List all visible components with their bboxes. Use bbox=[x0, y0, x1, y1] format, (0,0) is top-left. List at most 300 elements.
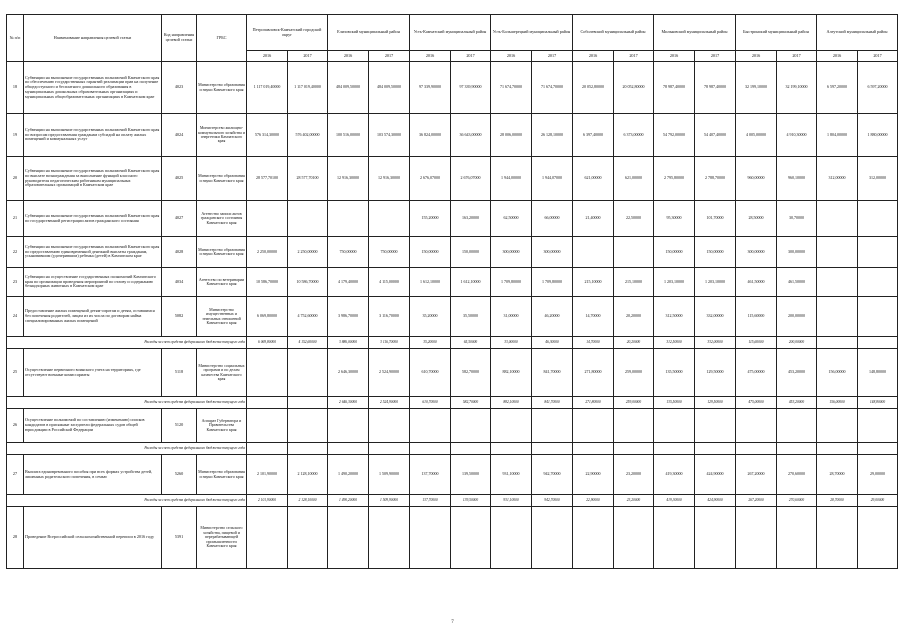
table-row bbox=[7, 349, 898, 397]
value-cell: 6 373,00000 bbox=[614, 114, 654, 157]
table-row bbox=[7, 157, 898, 201]
value-cell: 4 910,30000 bbox=[777, 114, 817, 157]
row-name: Субвенции на выполнение государственных полномочий Камчатского края по вопросам предоставления гражданам субсидий на оплату жилых помещений и коммунальных услуг bbox=[24, 114, 162, 157]
value-cell: 1 612,10000 bbox=[451, 268, 491, 297]
value-cell bbox=[817, 337, 858, 349]
value-cell: 12 916,30000 bbox=[369, 157, 410, 201]
table-row bbox=[7, 297, 898, 337]
row-grbs: Аппарат Губернатора и Правительства Камчатского края bbox=[197, 409, 247, 443]
header-year: 2017 bbox=[369, 51, 410, 62]
value-cell: 71 674,70000 bbox=[532, 62, 573, 114]
value-cell bbox=[817, 297, 858, 337]
value-cell: 484 009,50000 bbox=[328, 62, 369, 114]
value-cell: 28,50000 bbox=[736, 201, 777, 237]
header-year: 2017 bbox=[532, 51, 573, 62]
value-cell: 46,20000 bbox=[532, 297, 573, 337]
value-cell bbox=[736, 443, 777, 455]
value-cell bbox=[410, 409, 451, 443]
value-cell: 267,20000 bbox=[736, 455, 777, 495]
value-cell: 29,00000 bbox=[858, 455, 898, 495]
row-code: 4025 bbox=[162, 157, 197, 201]
value-cell: 1 117 019,40000 bbox=[288, 62, 328, 114]
value-cell bbox=[451, 443, 491, 455]
value-cell: 20,20000 bbox=[614, 297, 654, 337]
header-year: 2016 bbox=[410, 51, 451, 62]
header-district: Быстринский муниципальный район bbox=[736, 15, 817, 51]
header-district: Соболевский муниципальный район bbox=[573, 15, 654, 51]
value-cell: 300,00000 bbox=[736, 237, 777, 268]
row-grbs: Министерство образования и науки Камчатского края bbox=[197, 157, 247, 201]
value-cell: 3 116,70000 bbox=[369, 337, 410, 349]
value-cell bbox=[288, 507, 328, 569]
row-name: Субвенции на осуществление государственных полномочий Камчатского края по организации проведения мероприятий по отлову и содержанию безнадзорных животных в Камчатском крае bbox=[24, 268, 162, 297]
value-cell: 36 643,00000 bbox=[451, 114, 491, 157]
value-cell: 2 250,00000 bbox=[288, 237, 328, 268]
value-cell: 26 128,10000 bbox=[532, 114, 573, 157]
value-cell: 6 069,80000 bbox=[247, 297, 288, 337]
value-cell: 28 006,00000 bbox=[491, 114, 532, 157]
header-grbs: ГРБС bbox=[197, 15, 247, 62]
value-cell bbox=[614, 443, 654, 455]
value-cell: 1 804,00000 bbox=[817, 114, 858, 157]
row-grbs: Агентство по ветеринарии Камчатского края bbox=[197, 268, 247, 297]
value-cell: 424,90000 bbox=[695, 495, 736, 507]
value-cell: 6 397,40000 bbox=[573, 114, 614, 157]
value-cell: 1 709,80000 bbox=[532, 268, 573, 297]
value-cell: 3 886,00000 bbox=[328, 337, 369, 349]
row-number: 28 bbox=[7, 507, 24, 569]
value-cell bbox=[858, 409, 898, 443]
value-cell: 23,20000 bbox=[614, 495, 654, 507]
header-name: Наименование направления целевой статьи bbox=[24, 15, 162, 62]
row-name: Субвенции на выполнение государственных полномочий Камчатского края по выплате вознаграждения за выполнение функций классного руководителя педагогическим работникам муниципальных образовательных организаций в Камчатском крае bbox=[24, 157, 162, 201]
value-cell: 148,80000 bbox=[858, 349, 898, 397]
value-cell: 2 795,80000 bbox=[654, 157, 695, 201]
value-cell: 14,70000 bbox=[573, 337, 614, 349]
value-cell: 4 179,40000 bbox=[328, 268, 369, 297]
row-name: Субвенции на выполнение государственных полномочий Камчатского края по государственной регистрации актов гражданского состояния bbox=[24, 201, 162, 237]
value-cell: 28 577,70100 bbox=[247, 157, 288, 201]
value-cell: 882,10000 bbox=[491, 397, 532, 409]
value-cell bbox=[247, 349, 288, 397]
table-row bbox=[7, 409, 898, 443]
value-cell: 28 577,70100 bbox=[288, 157, 328, 201]
value-cell: 22,90000 bbox=[573, 495, 614, 507]
value-cell bbox=[491, 507, 532, 569]
value-cell: 20,20000 bbox=[614, 337, 654, 349]
value-cell: 30,70000 bbox=[777, 201, 817, 237]
value-cell: 156,00000 bbox=[817, 397, 858, 409]
header-district: Алеутский муниципальный район bbox=[817, 15, 898, 51]
subrow-label: Расходы за счет средств федерального бюджета текущего года bbox=[7, 337, 247, 349]
value-cell bbox=[858, 443, 898, 455]
value-cell: 28,70000 bbox=[817, 455, 858, 495]
value-cell: 97 339,90000 bbox=[410, 62, 451, 114]
row-number: 23 bbox=[7, 268, 24, 297]
value-cell: 1 203,10000 bbox=[654, 268, 695, 297]
value-cell: 1 944,07000 bbox=[532, 157, 573, 201]
value-cell: 610,70000 bbox=[410, 349, 451, 397]
value-cell: 475,00000 bbox=[736, 397, 777, 409]
value-cell bbox=[491, 443, 532, 455]
value-cell: 20 052,80000 bbox=[573, 62, 614, 114]
value-cell: 10 586,70000 bbox=[288, 268, 328, 297]
value-cell: 484 009,50000 bbox=[369, 62, 410, 114]
value-cell: 36 824,00000 bbox=[410, 114, 451, 157]
value-cell: 2 676,07000 bbox=[451, 157, 491, 201]
value-cell bbox=[695, 443, 736, 455]
value-cell bbox=[369, 507, 410, 569]
value-cell: 28,70000 bbox=[817, 495, 858, 507]
value-cell bbox=[491, 409, 532, 443]
value-cell bbox=[573, 237, 614, 268]
value-cell bbox=[614, 507, 654, 569]
value-cell: 163,20000 bbox=[451, 201, 491, 237]
value-cell bbox=[288, 201, 328, 237]
header-year: 2017 bbox=[288, 51, 328, 62]
row-number: 22 bbox=[7, 237, 24, 268]
row-code: 5118 bbox=[162, 349, 197, 397]
header-year: 2016 bbox=[328, 51, 369, 62]
value-cell: 841,70000 bbox=[532, 397, 573, 409]
row-code: 5120 bbox=[162, 409, 197, 443]
value-cell: 576 402,00000 bbox=[288, 114, 328, 157]
value-cell: 14,70000 bbox=[573, 297, 614, 337]
value-cell bbox=[858, 237, 898, 268]
header-year: 2017 bbox=[451, 51, 491, 62]
value-cell: 115,60000 bbox=[736, 337, 777, 349]
value-cell: 78 987,40000 bbox=[654, 62, 695, 114]
value-cell: 312,50000 bbox=[654, 297, 695, 337]
value-cell bbox=[328, 409, 369, 443]
value-cell: 621,00000 bbox=[573, 157, 614, 201]
value-cell: 2 101,90000 bbox=[247, 495, 288, 507]
header-year: 2017 bbox=[695, 51, 736, 62]
subrow-label: Расходы за счет средств федерального бюджета текущего года bbox=[7, 443, 247, 455]
table-row bbox=[7, 268, 898, 297]
page-number: 7 bbox=[451, 620, 454, 625]
value-cell bbox=[288, 409, 328, 443]
value-cell bbox=[614, 237, 654, 268]
value-cell: 942,70000 bbox=[532, 455, 573, 495]
value-cell bbox=[247, 507, 288, 569]
value-cell: 453,20000 bbox=[777, 397, 817, 409]
value-cell: 312,50000 bbox=[654, 337, 695, 349]
row-code: 5260 bbox=[162, 455, 197, 495]
value-cell: 2 250,00000 bbox=[247, 237, 288, 268]
value-cell bbox=[858, 337, 898, 349]
value-cell bbox=[695, 409, 736, 443]
value-cell bbox=[328, 507, 369, 569]
value-cell bbox=[858, 297, 898, 337]
value-cell: 215,10000 bbox=[573, 268, 614, 297]
value-cell bbox=[817, 409, 858, 443]
value-cell: 78 987,40000 bbox=[695, 62, 736, 114]
row-grbs: Министерство социальных программ и по делам казачества Камчатского края bbox=[197, 349, 247, 397]
value-cell: 2 101,90000 bbox=[247, 455, 288, 495]
value-cell: 259,00000 bbox=[614, 397, 654, 409]
value-cell: 4 005,00000 bbox=[736, 114, 777, 157]
value-cell: 1 880,00000 bbox=[858, 114, 898, 157]
header-year: 2017 bbox=[858, 51, 898, 62]
value-cell: 20 052,80000 bbox=[614, 62, 654, 114]
value-cell: 35,20000 bbox=[410, 297, 451, 337]
value-cell: 95,30000 bbox=[654, 201, 695, 237]
value-cell: 6 597,20000 bbox=[817, 62, 858, 114]
row-name: Осуществление полномочий по составлению (изменению) списков кандидатов в присяжные заседатели федеральных судов общей юрисдикции в Российской Федерации bbox=[24, 409, 162, 443]
value-cell: 2 524,90000 bbox=[369, 349, 410, 397]
row-code: 5082 bbox=[162, 297, 197, 337]
header-year: 2016 bbox=[736, 51, 777, 62]
table-row bbox=[7, 62, 898, 114]
row-name: Проведение Всероссийской сельскохозяйственной переписи в 2016 году bbox=[24, 507, 162, 569]
row-grbs: Министерство сельского хозяйства, пищевой и перерабатывающей промышленности Камчатского края bbox=[197, 507, 247, 569]
value-cell: 10 586,70000 bbox=[247, 268, 288, 297]
value-cell: 621,00000 bbox=[614, 157, 654, 201]
value-cell: 2 646,30000 bbox=[328, 397, 369, 409]
value-cell: 54 407,40000 bbox=[695, 114, 736, 157]
value-cell: 35,20000 bbox=[410, 337, 451, 349]
value-cell: 137,70000 bbox=[410, 455, 451, 495]
header-district: Елизовский муниципальный район bbox=[328, 15, 410, 51]
value-cell: 312,00000 bbox=[817, 157, 858, 201]
header-year: 2017 bbox=[614, 51, 654, 62]
row-grbs: Министерство имущественных и земельных отношений Камчатского края bbox=[197, 297, 247, 337]
value-cell: 3 986,70000 bbox=[328, 297, 369, 337]
row-code: 4023 bbox=[162, 62, 197, 114]
value-cell: 54 792,00000 bbox=[654, 114, 695, 157]
value-cell: 270,60000 bbox=[777, 455, 817, 495]
value-cell: 453,20000 bbox=[777, 349, 817, 397]
value-cell bbox=[777, 443, 817, 455]
value-cell: 750,00000 bbox=[369, 237, 410, 268]
value-cell bbox=[410, 443, 451, 455]
value-cell bbox=[817, 201, 858, 237]
value-cell bbox=[654, 507, 695, 569]
value-cell: 931,10000 bbox=[491, 455, 532, 495]
value-cell: 332,00000 bbox=[695, 297, 736, 337]
table-row bbox=[7, 237, 898, 268]
value-cell: 115,60000 bbox=[736, 297, 777, 337]
budget-table bbox=[6, 14, 898, 569]
value-cell: 1 944,00000 bbox=[491, 157, 532, 201]
row-grbs: Агентство записи актов гражданского состояния Камчатского края bbox=[197, 201, 247, 237]
value-cell: 100 516,00000 bbox=[328, 114, 369, 157]
value-cell: 1 490,20000 bbox=[328, 495, 369, 507]
value-cell: 300,00000 bbox=[491, 237, 532, 268]
value-cell: 882,10000 bbox=[491, 349, 532, 397]
value-cell: 135,50000 bbox=[654, 349, 695, 397]
value-cell: 22,90000 bbox=[573, 455, 614, 495]
value-cell bbox=[451, 409, 491, 443]
value-cell: 461,50000 bbox=[777, 268, 817, 297]
value-cell: 148,80000 bbox=[858, 397, 898, 409]
value-cell: 300,00000 bbox=[777, 237, 817, 268]
value-cell bbox=[695, 507, 736, 569]
row-code: 4028 bbox=[162, 237, 197, 268]
table-subrow bbox=[7, 495, 898, 507]
value-cell bbox=[654, 443, 695, 455]
value-cell: 271,80000 bbox=[573, 397, 614, 409]
value-cell: 150,00000 bbox=[695, 237, 736, 268]
table-row bbox=[7, 455, 898, 495]
table-body bbox=[7, 62, 898, 569]
value-cell bbox=[858, 201, 898, 237]
header-year: 2016 bbox=[573, 51, 614, 62]
row-name: Осуществление первичного воинского учета на территориях, где отсутствуют военные комиссариаты bbox=[24, 349, 162, 397]
value-cell: 155,20000 bbox=[410, 201, 451, 237]
value-cell: 419,30000 bbox=[654, 455, 695, 495]
value-cell: 31,00000 bbox=[491, 297, 532, 337]
header-year: 2016 bbox=[247, 51, 288, 62]
value-cell: 32 199,10000 bbox=[777, 62, 817, 114]
value-cell: 156,00000 bbox=[817, 349, 858, 397]
row-number: 26 bbox=[7, 409, 24, 443]
table-row bbox=[7, 201, 898, 237]
value-cell: 2 128,10000 bbox=[288, 495, 328, 507]
row-name: Предоставление жилых помещений детям-сиротам и детям, оставшимся без попечения родителей, лицам из их числа по договорам найма специализированных жилых помещений bbox=[24, 297, 162, 337]
value-cell bbox=[654, 409, 695, 443]
row-grbs: Министерство жилищно-коммунального хозяйства и энергетики Камчатского края bbox=[197, 114, 247, 157]
value-cell: 29,00000 bbox=[858, 495, 898, 507]
row-code: 4034 bbox=[162, 268, 197, 297]
value-cell: 942,70000 bbox=[532, 495, 573, 507]
value-cell bbox=[614, 409, 654, 443]
value-cell: 21,40000 bbox=[573, 201, 614, 237]
value-cell: 582,70000 bbox=[451, 349, 491, 397]
value-cell bbox=[328, 201, 369, 237]
value-cell: 150,00000 bbox=[654, 237, 695, 268]
value-cell bbox=[532, 507, 573, 569]
header-district: Мильковский муниципальный район bbox=[654, 15, 736, 51]
row-name: Выплата единовременного пособия при всех формах устройства детей, лишенных родительского попечения, в семью bbox=[24, 455, 162, 495]
row-code: 4027 bbox=[162, 201, 197, 237]
table-row bbox=[7, 114, 898, 157]
value-cell bbox=[451, 507, 491, 569]
table-subrow bbox=[7, 337, 898, 349]
subrow-label: Расходы за счет средств федерального бюджета текущего года bbox=[7, 495, 247, 507]
value-cell: 610,70000 bbox=[410, 397, 451, 409]
value-cell: 1 203,10000 bbox=[695, 268, 736, 297]
value-cell bbox=[858, 507, 898, 569]
value-cell: 215,10000 bbox=[614, 268, 654, 297]
value-cell: 97 339,90000 bbox=[451, 62, 491, 114]
row-grbs: Министерство образования и науки Камчатского края bbox=[197, 237, 247, 268]
value-cell: 139,50000 bbox=[451, 495, 491, 507]
value-cell: 259,00000 bbox=[614, 349, 654, 397]
value-cell: 4 115,00000 bbox=[369, 268, 410, 297]
value-cell: 150,00000 bbox=[451, 237, 491, 268]
value-cell: 101,70000 bbox=[695, 201, 736, 237]
value-cell: 6 597,20000 bbox=[858, 62, 898, 114]
header-district: Усть-Камчатский муниципальный район bbox=[410, 15, 491, 51]
value-cell: 841,70000 bbox=[532, 349, 573, 397]
value-cell: 931,10000 bbox=[491, 495, 532, 507]
value-cell: 23,20000 bbox=[614, 455, 654, 495]
value-cell bbox=[247, 409, 288, 443]
header-year: 2016 bbox=[817, 51, 858, 62]
row-number: 18 bbox=[7, 62, 24, 114]
value-cell: 32 199,10000 bbox=[736, 62, 777, 114]
value-cell bbox=[817, 443, 858, 455]
value-cell: 300,00000 bbox=[532, 237, 573, 268]
value-cell: 3 116,70000 bbox=[369, 297, 410, 337]
header-year: 2016 bbox=[491, 51, 532, 62]
value-cell bbox=[573, 507, 614, 569]
value-cell bbox=[858, 268, 898, 297]
value-cell bbox=[247, 443, 288, 455]
header-year: 2016 bbox=[654, 51, 695, 62]
value-cell: 1 709,80000 bbox=[491, 268, 532, 297]
value-cell: 4 152,60000 bbox=[288, 337, 328, 349]
value-cell bbox=[817, 237, 858, 268]
value-cell: 750,00000 bbox=[328, 237, 369, 268]
row-number: 19 bbox=[7, 114, 24, 157]
value-cell bbox=[369, 443, 410, 455]
value-cell: 150,00000 bbox=[410, 237, 451, 268]
value-cell: 65,50000 bbox=[451, 337, 491, 349]
row-name: Субвенции на выполнение государственных полномочий Камчатского края по обеспечению государственных гарантий реализации прав на получение общедоступного и бесплатного дошкольного образования в муниципальных дошкольных образовательных организациях и муниципальных общеобразовательных организациях в Камчатском крае bbox=[24, 62, 162, 114]
value-cell bbox=[736, 507, 777, 569]
row-number: 24 bbox=[7, 297, 24, 337]
row-code: 5391 bbox=[162, 507, 197, 569]
value-cell: 71 674,70000 bbox=[491, 62, 532, 114]
value-cell bbox=[532, 409, 573, 443]
subrow-label: Расходы за счет средств федерального бюджета текущего года bbox=[7, 397, 247, 409]
value-cell bbox=[369, 409, 410, 443]
header-year: 2017 bbox=[777, 51, 817, 62]
table-header-row bbox=[7, 15, 898, 51]
value-cell bbox=[573, 409, 614, 443]
value-cell bbox=[573, 443, 614, 455]
value-cell: 62,50000 bbox=[491, 201, 532, 237]
value-cell: 332,00000 bbox=[695, 337, 736, 349]
value-cell: 2 676,07000 bbox=[410, 157, 451, 201]
value-cell bbox=[532, 443, 573, 455]
value-cell: 419,30000 bbox=[654, 495, 695, 507]
row-number: 27 bbox=[7, 455, 24, 495]
value-cell: 4 752,60000 bbox=[288, 297, 328, 337]
header-code: Код направления целевой статьи bbox=[162, 15, 197, 62]
value-cell bbox=[247, 397, 288, 409]
row-name: Субвенции на выполнение государственных полномочий Камчатского края по предоставлению единовременной денежной выплаты гражданам, усыновившим (удочерившим) ребенка (детей) в Камчатском крае bbox=[24, 237, 162, 268]
value-cell bbox=[777, 409, 817, 443]
value-cell: 1 612,10000 bbox=[410, 268, 451, 297]
value-cell bbox=[288, 397, 328, 409]
value-cell: 2 788,70000 bbox=[695, 157, 736, 201]
value-cell bbox=[410, 507, 451, 569]
value-cell: 46,30000 bbox=[532, 337, 573, 349]
value-cell: 2 524,90000 bbox=[369, 397, 410, 409]
value-cell: 135,50000 bbox=[654, 397, 695, 409]
value-cell: 103 574,30000 bbox=[369, 114, 410, 157]
value-cell: 137,70000 bbox=[410, 495, 451, 507]
row-number: 25 bbox=[7, 349, 24, 397]
value-cell: 270,60000 bbox=[777, 495, 817, 507]
value-cell: 200,00000 bbox=[777, 337, 817, 349]
value-cell: 200,00000 bbox=[777, 297, 817, 337]
value-cell bbox=[288, 349, 328, 397]
value-cell: 267,20000 bbox=[736, 495, 777, 507]
header-no: № п/п bbox=[7, 15, 24, 62]
value-cell: 312,00000 bbox=[858, 157, 898, 201]
table-subrow bbox=[7, 443, 898, 455]
table-subrow bbox=[7, 397, 898, 409]
value-cell: 576 314,30000 bbox=[247, 114, 288, 157]
value-cell: 1 490,20000 bbox=[328, 455, 369, 495]
value-cell bbox=[777, 507, 817, 569]
value-cell: 129,50000 bbox=[695, 349, 736, 397]
